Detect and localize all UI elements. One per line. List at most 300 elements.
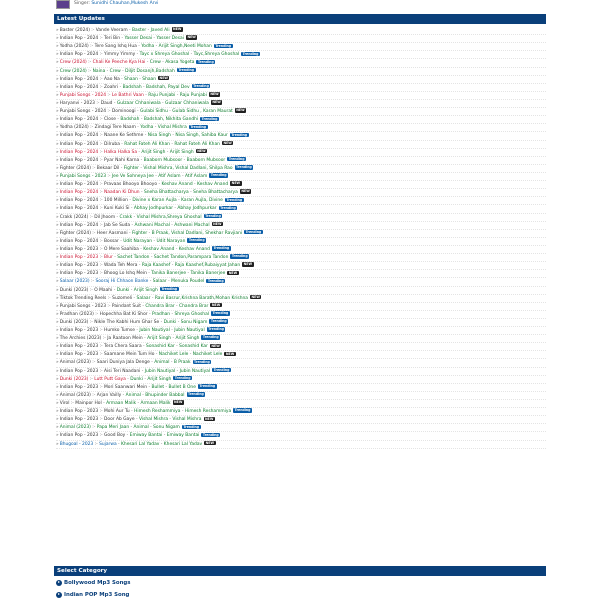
- update-title[interactable]: Mainpor Hol: [75, 401, 102, 407]
- trending-badge: Trending: [197, 59, 214, 64]
- bullet-icon: »: [56, 311, 59, 317]
- list-item[interactable]: [56, 214, 546, 222]
- separator: -: [129, 206, 134, 212]
- update-film: Crew: [109, 68, 121, 74]
- trending-badge: Trending: [213, 246, 230, 251]
- separator: -: [176, 198, 182, 204]
- list-item[interactable]: [56, 295, 546, 303]
- update-title[interactable]: Hopechha Bat Ki Shor: [99, 311, 148, 317]
- separator: -: [186, 271, 191, 277]
- list-item[interactable]: [56, 181, 546, 189]
- update-artist: Jubin Nautiyal: [179, 368, 211, 374]
- update-category[interactable]: Indian Pop - 2023: [59, 384, 99, 390]
- bullet-icon: »: [56, 392, 59, 398]
- update-title[interactable]: Mohi Aur Tu: [104, 409, 130, 415]
- update-title[interactable]: 100 Million: [104, 198, 128, 204]
- separator: -: [146, 28, 151, 33]
- list-item[interactable]: [56, 376, 546, 384]
- category-bollywood[interactable]: [54, 577, 546, 589]
- bullet-icon: »: [56, 28, 59, 33]
- update-category[interactable]: Indian Pop - 2024: [59, 238, 99, 244]
- update-film: Fighter: [123, 165, 139, 171]
- singer-value[interactable]: Sunidhi Chauhan,Mukesh Arvi: [91, 1, 159, 6]
- separator: -: [180, 173, 185, 179]
- bullet-icon: »: [56, 271, 59, 277]
- new-badge: NEW: [231, 181, 241, 186]
- update-category[interactable]: Indian Pop - 2023: [59, 255, 99, 261]
- separator: :-: [98, 206, 105, 212]
- update-category[interactable]: Indian Pop - 2024: [59, 149, 99, 155]
- bullet-icon: »: [56, 238, 59, 244]
- update-category[interactable]: Punjabi Songs - 2024: [59, 92, 107, 98]
- update-category[interactable]: Indian Pop - 2023: [59, 328, 99, 334]
- update-film: Emiway Bantai: [129, 433, 163, 439]
- update-title[interactable]: Wada Teh Mera: [104, 263, 138, 269]
- update-artist: Diljit Dosanjh,Badshah: [125, 68, 175, 74]
- separator: :-: [98, 271, 105, 277]
- list-item[interactable]: [56, 319, 546, 327]
- update-title[interactable]: Papa Meri Jaan: [96, 425, 130, 431]
- list-item[interactable]: [56, 35, 546, 43]
- trending-badge: Trending: [212, 311, 229, 316]
- bullet-icon: »: [56, 319, 59, 325]
- list-item[interactable]: [56, 359, 546, 367]
- separator: :-: [98, 368, 105, 374]
- update-category[interactable]: Indian Pop - 2023: [59, 417, 99, 423]
- list-item[interactable]: [56, 149, 546, 157]
- list-item[interactable]: [56, 116, 546, 124]
- separator: -: [140, 368, 145, 374]
- update-category[interactable]: Dunki (2023): [59, 376, 89, 382]
- separator: -: [140, 303, 146, 309]
- separator: -: [189, 52, 194, 58]
- bullet-icon: »: [56, 352, 59, 358]
- separator: :-: [98, 344, 105, 350]
- update-title[interactable]: Mori Saanwari Mein: [104, 384, 148, 390]
- update-title[interactable]: Bossar: [104, 238, 119, 244]
- update-title[interactable]: Chali Ke Peeche Kya Hai: [92, 60, 146, 66]
- separator: -: [139, 190, 144, 196]
- update-title[interactable]: Halka Halka Sa: [104, 149, 138, 155]
- bullet-icon: »: [56, 279, 59, 285]
- list-item[interactable]: [56, 311, 546, 319]
- update-title[interactable]: Pyar Nahi Karna: [104, 157, 140, 163]
- update-film: Jubin Nautiyal: [144, 368, 176, 374]
- trending-badge: Trending: [174, 376, 191, 380]
- update-title[interactable]: Tere Sang Ishq Hua: [94, 44, 137, 50]
- separator: -: [135, 52, 140, 58]
- update-artist: Ashwani Machal: [174, 222, 210, 228]
- update-category[interactable]: Crew (2024): [59, 60, 87, 66]
- separator: -: [101, 401, 107, 407]
- update-category[interactable]: Indian Pop - 2024: [59, 36, 99, 42]
- update-film: Dunki: [163, 319, 177, 325]
- update-category[interactable]: Indian Pop - 2023: [59, 352, 99, 358]
- update-film: Gulzaar Chhaniwala: [116, 100, 161, 106]
- bullet-icon: »: [56, 287, 59, 293]
- update-title[interactable]: Nikle The Kabhi Hum Ghar Se: [94, 319, 160, 325]
- separator: -: [136, 401, 141, 407]
- separator: -: [136, 44, 142, 50]
- update-title[interactable]: Teri Bin: [104, 36, 121, 42]
- list-item[interactable]: [56, 270, 546, 278]
- update-category[interactable]: Indian Pop - 2023: [59, 246, 99, 252]
- list-item[interactable]: [56, 368, 546, 376]
- update-title[interactable]: O Mere Saahiba: [104, 246, 139, 252]
- separator: :-: [98, 433, 105, 439]
- list-item[interactable]: [56, 400, 546, 408]
- list-item[interactable]: [56, 230, 546, 238]
- update-film: Salaar: [136, 295, 151, 301]
- update-category[interactable]: Indian Pop - 2024: [59, 52, 99, 58]
- list-item[interactable]: [56, 262, 546, 270]
- update-category[interactable]: Animal (2023): [59, 392, 91, 398]
- update-title[interactable]: Daud: [100, 100, 113, 106]
- update-artist: Arijit Singh: [133, 287, 158, 293]
- bullet-icon: »: [56, 36, 59, 42]
- update-artist: Arijit Singh: [175, 336, 200, 342]
- update-artist: Arijit Singh,Neeti Mohan: [158, 44, 212, 50]
- update-title[interactable]: O Maahi: [94, 287, 113, 293]
- separator: -: [175, 92, 180, 98]
- update-film: Keshav Anand: [161, 182, 193, 188]
- update-artist: Ravi Basrur,Krishna Barath,Mohan Krishna: [154, 295, 248, 301]
- list-item[interactable]: [56, 432, 546, 440]
- update-film: Tayc x Shreya Ghoshal: [139, 52, 190, 58]
- separator: -: [129, 425, 134, 431]
- update-title[interactable]: Ja Raatoon Mein: [107, 336, 143, 342]
- list-item[interactable]: [56, 343, 546, 351]
- singer-label: Singer:: [74, 1, 90, 6]
- update-title[interactable]: Heer Aasmani: [96, 230, 128, 236]
- category-label: Indian POP Mp3 Song: [64, 592, 130, 598]
- update-artist: Sachet Tandon,Parampara Tandon: [153, 255, 229, 261]
- separator: -: [138, 246, 144, 252]
- update-title[interactable]: Saari Duniya Jala Denge: [96, 360, 150, 366]
- update-title[interactable]: Dil Jhoom: [94, 214, 116, 220]
- trending-badge: Trending: [231, 254, 248, 259]
- separator: -: [112, 287, 117, 293]
- update-artist: Keshav Anand: [197, 182, 229, 188]
- update-title[interactable]: Le Bathri Vaan: [111, 92, 144, 98]
- trending-badge: Trending: [245, 230, 262, 235]
- update-category[interactable]: Indian Pop - 2023: [59, 344, 99, 350]
- update-category[interactable]: Haryanvi - 2023: [59, 100, 95, 106]
- separator: :-: [98, 328, 105, 334]
- update-category[interactable]: Bhugoal - 2023: [59, 441, 94, 447]
- list-item[interactable]: [56, 189, 546, 197]
- separator: -: [169, 360, 174, 366]
- list-item[interactable]: [56, 238, 546, 246]
- update-category[interactable]: The Archies (2023): [59, 336, 102, 342]
- update-film: Himesh Reshammiya: [134, 409, 181, 415]
- list-item[interactable]: [56, 351, 546, 359]
- bullet-icon: »: [56, 125, 59, 131]
- select-category-header: Select Category: [54, 566, 546, 576]
- update-category[interactable]: Indian Pop - 2024: [59, 133, 99, 139]
- list-item[interactable]: [56, 408, 546, 416]
- list-item[interactable]: [56, 335, 546, 343]
- update-category[interactable]: Indian Pop - 2023: [59, 271, 99, 277]
- separator: :-: [101, 336, 108, 342]
- separator: -: [152, 36, 157, 42]
- update-film: Keshav Anand: [143, 246, 175, 252]
- new-badge: NEW: [236, 108, 245, 113]
- update-title[interactable]: Zoahri: [104, 84, 119, 90]
- album-thumbnail[interactable]: [56, 0, 70, 9]
- update-category[interactable]: Animal (2023): [59, 360, 91, 366]
- update-category[interactable]: Indian Pop - 2024: [59, 190, 99, 196]
- list-item[interactable]: [56, 384, 546, 392]
- bullet-icon: »: [56, 206, 59, 212]
- update-category[interactable]: Virol: [59, 401, 70, 407]
- update-film: Jubin Nautiyal: [139, 328, 170, 334]
- update-title[interactable]: Kuni Kuki Si: [104, 206, 130, 212]
- update-category[interactable]: Pradhan (2023): [59, 311, 94, 317]
- update-title[interactable]: Suzomeli: [112, 295, 133, 301]
- update-category[interactable]: Indian Pop - 2024: [59, 76, 99, 82]
- update-artist: Shaan: [142, 76, 157, 82]
- update-title[interactable]: Saamane Mein Tum Ho: [104, 352, 155, 358]
- update-category[interactable]: Indian Pop - 2023: [59, 433, 99, 439]
- trending-badge: Trending: [183, 424, 200, 429]
- separator: :-: [98, 384, 105, 390]
- separator: :-: [106, 295, 113, 301]
- update-category[interactable]: Crew (2024): [59, 68, 87, 74]
- update-title[interactable]: Tera Chera Saara: [104, 344, 142, 350]
- separator: :-: [98, 36, 105, 42]
- bullet-icon: »: [56, 384, 59, 390]
- list-item[interactable]: [56, 222, 546, 230]
- update-title[interactable]: Lutt Putt Gaya: [94, 376, 126, 382]
- bullet-icon: »: [56, 68, 59, 74]
- update-category[interactable]: Crakk (2024): [59, 214, 89, 220]
- separator: -: [140, 392, 146, 398]
- update-film: Crakk: [119, 214, 133, 220]
- update-film: Pradhan: [151, 311, 171, 317]
- separator: :-: [89, 279, 96, 285]
- update-category[interactable]: Indian Pop - 2024: [59, 141, 99, 147]
- bullet-icon: »: [56, 92, 59, 98]
- update-category[interactable]: Fighter (2024): [59, 230, 91, 236]
- list-item[interactable]: [56, 165, 546, 173]
- list-item[interactable]: [56, 392, 546, 400]
- separator: :-: [94, 100, 101, 106]
- list-item[interactable]: [56, 246, 546, 254]
- bullet-icon: »: [56, 173, 59, 179]
- bullet-icon: »: [56, 425, 59, 431]
- update-category[interactable]: Yodha (2024): [59, 125, 89, 131]
- update-title[interactable]: Naane Ke Sethme: [104, 133, 144, 139]
- list-item[interactable]: [56, 303, 546, 311]
- bullet-icon: »: [56, 214, 59, 220]
- separator: :-: [98, 157, 105, 163]
- update-title[interactable]: Aao Na: [104, 76, 120, 82]
- update-artist: B Praak: [173, 360, 191, 366]
- update-title[interactable]: Naadan Ki Dhun: [104, 190, 140, 196]
- update-category[interactable]: Punjabi Songs - 2024: [59, 109, 107, 115]
- list-item[interactable]: [56, 100, 546, 108]
- update-category[interactable]: Dunki (2023): [59, 287, 89, 293]
- list-item[interactable]: [56, 205, 546, 213]
- list-item[interactable]: [56, 278, 546, 286]
- list-item[interactable]: [56, 254, 546, 262]
- list-item[interactable]: [56, 51, 546, 59]
- update-film: Nisa Singh: [147, 133, 171, 139]
- update-title[interactable]: Blur: [104, 255, 113, 261]
- update-title[interactable]: Dilruba: [104, 141, 120, 147]
- update-title[interactable]: Zindagi Tere Naam: [94, 125, 136, 131]
- bullet-icon: »: [56, 246, 59, 252]
- trending-badge: Trending: [201, 116, 218, 121]
- update-title[interactable]: Close: [104, 117, 116, 123]
- update-title[interactable]: Door Ab Gaye: [104, 417, 135, 423]
- update-category[interactable]: Indian Pop - 2023: [59, 368, 99, 374]
- separator: -: [154, 44, 159, 50]
- update-title[interactable]: Yimmy Yimmy: [104, 52, 136, 58]
- category-indian-pop[interactable]: [54, 589, 546, 600]
- separator: -: [147, 311, 152, 317]
- separator: :-: [88, 376, 95, 382]
- update-category[interactable]: Indian Pop - 2024: [59, 222, 99, 228]
- list-item[interactable]: [56, 27, 546, 35]
- update-film: Badshah: [122, 84, 142, 90]
- list-item[interactable]: [56, 68, 546, 76]
- latest-updates-header: Latest Updates: [54, 14, 546, 24]
- update-category[interactable]: Indian Pop - 2023: [59, 409, 99, 415]
- update-title[interactable]: Humko Tumse: [104, 328, 135, 334]
- update-category[interactable]: Indian Pop - 2023: [59, 263, 99, 269]
- update-title[interactable]: Pravaas Bhooyo Bhooyo: [104, 182, 158, 188]
- separator: :-: [93, 441, 100, 447]
- list-item[interactable]: [56, 157, 546, 165]
- list-item[interactable]: [56, 124, 546, 132]
- bullet-icon: »: [56, 44, 59, 50]
- list-item[interactable]: [56, 287, 546, 295]
- update-title[interactable]: Bekaar Dil: [96, 165, 120, 171]
- separator: -: [135, 125, 141, 131]
- list-item[interactable]: [56, 43, 546, 51]
- list-item[interactable]: [56, 197, 546, 205]
- list-item[interactable]: [56, 173, 546, 181]
- update-title[interactable]: Naina: [92, 68, 106, 74]
- update-category[interactable]: Baster (2024): [59, 28, 90, 33]
- new-badge: NEW: [228, 270, 238, 275]
- update-artist: Akasa Yogeta: [165, 60, 195, 66]
- update-film: Dunki: [116, 287, 130, 293]
- update-category[interactable]: Yodha (2024): [59, 44, 89, 50]
- list-item[interactable]: [56, 108, 546, 116]
- update-title[interactable]: Good Boy: [104, 433, 126, 439]
- separator: -: [137, 76, 143, 82]
- separator: -: [143, 133, 148, 139]
- trending-badge: Trending: [236, 165, 252, 170]
- bullet-icon: »: [56, 165, 59, 171]
- list-item[interactable]: [56, 84, 546, 92]
- separator: -: [182, 157, 187, 163]
- new-badge: NEW: [212, 100, 221, 105]
- separator: -: [148, 425, 154, 431]
- update-artist: Rahat Fateh Ali Khan: [174, 141, 220, 147]
- list-item[interactable]: [56, 424, 546, 432]
- separator: :-: [90, 392, 97, 398]
- update-category[interactable]: Indian Pop - 2024: [59, 206, 99, 212]
- bullet-icon: »: [56, 376, 59, 382]
- update-title[interactable]: Jab Se Suda: [104, 222, 131, 228]
- update-title[interactable]: Aisi Teri Naadani: [104, 368, 141, 374]
- update-category[interactable]: Tiktok Trending Reels: [59, 295, 107, 301]
- update-category[interactable]: Dunki (2023): [59, 319, 89, 325]
- list-item[interactable]: [56, 441, 546, 449]
- update-artist: Nisa Singh, Sahiba Kaur: [175, 133, 228, 139]
- separator: -: [139, 157, 144, 163]
- bullet-icon: »: [56, 109, 59, 115]
- list-item[interactable]: [56, 327, 546, 335]
- list-item[interactable]: [56, 132, 546, 140]
- separator: -: [127, 198, 133, 204]
- list-item[interactable]: [56, 141, 546, 149]
- update-title[interactable]: Sujarwa: [99, 441, 117, 447]
- separator: -: [176, 319, 181, 325]
- trending-badge: Trending: [161, 286, 178, 291]
- update-category[interactable]: Punjabi Songs - 2023: [59, 173, 107, 179]
- trending-badge: Trending: [188, 238, 205, 243]
- trending-badge: Trending: [231, 132, 248, 137]
- update-category[interactable]: Indian Pop - 2024: [59, 117, 99, 123]
- update-category[interactable]: Fighter (2024): [59, 165, 91, 171]
- update-category[interactable]: Punjabi Songs - 2023: [59, 303, 107, 309]
- separator: :-: [98, 190, 105, 196]
- list-item[interactable]: [56, 76, 546, 84]
- list-item[interactable]: [56, 92, 546, 100]
- update-category[interactable]: Indian Pop - 2024: [59, 157, 99, 163]
- update-title[interactable]: Bhoog Lo Ishq Mein: [104, 271, 147, 277]
- new-badge: NEW: [174, 400, 183, 405]
- update-category[interactable]: Indian Pop - 2024: [59, 198, 99, 204]
- bullet-icon: »: [56, 360, 59, 366]
- bullet-icon: »: [56, 84, 59, 90]
- update-title[interactable]: Sooraj Hi Chhaon Banke: [95, 279, 149, 285]
- trending-badge: Trending: [226, 197, 243, 202]
- separator: -: [160, 100, 166, 106]
- separator: -: [119, 76, 125, 82]
- update-artist: Khesari Lal Yadav: [163, 441, 203, 447]
- update-category[interactable]: Indian Pop - 2024: [59, 84, 99, 90]
- list-item[interactable]: [56, 59, 546, 67]
- separator: :-: [86, 60, 93, 66]
- separator: :-: [98, 238, 105, 244]
- list-item[interactable]: [56, 416, 546, 424]
- update-category[interactable]: Indian Pop - 2024: [59, 182, 99, 188]
- update-title[interactable]: Dominoogi: [111, 109, 136, 115]
- update-film: Vishal Mishra: [138, 417, 169, 423]
- separator: -: [148, 279, 153, 285]
- update-title[interactable]: Vande Veeram: [95, 28, 128, 33]
- update-category[interactable]: Salaar (2023): [59, 279, 90, 285]
- update-title[interactable]: Jee Ve Sohneya Jee: [111, 173, 154, 179]
- update-artist: Raju Punjabi: [179, 92, 207, 98]
- new-badge: NEW: [213, 221, 222, 226]
- update-film: Arijit Singh: [141, 149, 166, 155]
- update-title[interactable]: Paindant Suit: [111, 303, 141, 309]
- update-title[interactable]: Arjan Vailly: [96, 392, 122, 398]
- separator: :-: [106, 173, 112, 179]
- separator: -: [141, 84, 147, 90]
- update-category[interactable]: Animal (2023): [59, 425, 91, 431]
- separator: -: [147, 384, 152, 390]
- separator: -: [153, 125, 158, 131]
- separator: -: [157, 182, 162, 188]
